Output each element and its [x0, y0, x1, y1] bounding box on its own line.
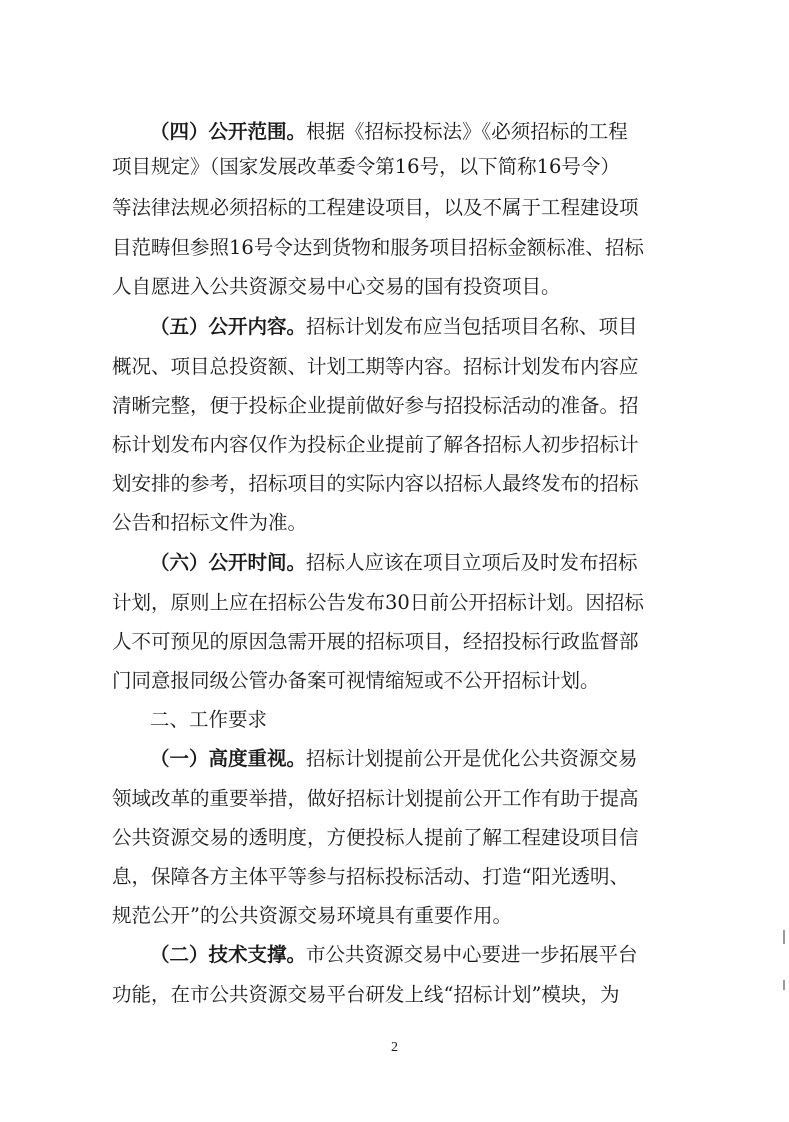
line-text: 功能，在市公共资源交易平台研发上线“招标计划”模块，为	[112, 983, 620, 1006]
text-line	[150, 541, 702, 585]
text-line	[112, 894, 702, 938]
line-text: 规范公开”的公共资源交易环境具有重要作用。	[112, 904, 512, 927]
line-text: 领域改革的重要举措，做好招标计划提前公开工作有助于提高	[112, 787, 639, 810]
text-line	[112, 855, 702, 899]
line-text: 清晰完整，便于投标企业提前做好参与招投标活动的准备。招	[112, 394, 639, 417]
text-line	[112, 423, 702, 467]
scan-edge-mark	[783, 980, 785, 990]
line-text: 等法律法规必须招标的工程建设项目，以及不属于工程建设项	[112, 196, 639, 219]
line-text: 目范畴但参照16号令达到货物和服务项目招标金额标准、招标	[112, 236, 644, 259]
text-line	[112, 145, 702, 189]
line-text: 门同意报同级公管办备案可视情缩短或不公开招标计划。	[112, 669, 600, 692]
line-text: 标计划发布内容仅作为投标企业提前了解各招标人初步招标计	[112, 433, 639, 456]
section-heading: （六）公开时间。	[150, 551, 307, 574]
text-line	[112, 186, 702, 230]
line-text: 人不可预见的原因急需开展的招标项目，经招投标行政监督部	[112, 630, 639, 653]
section-heading: （一）高度重视。	[150, 747, 307, 770]
line-text: 二、工作要求	[150, 708, 268, 731]
section-heading: （五）公开内容。	[150, 315, 307, 338]
text-line	[112, 384, 702, 428]
line-text: 招标人应该在项目立项后及时发布招标	[306, 551, 638, 574]
text-line	[112, 581, 702, 625]
text-line	[112, 620, 702, 664]
text-line	[112, 816, 702, 860]
line-text: 公告和招标文件为准。	[112, 511, 308, 534]
text-line	[112, 777, 702, 821]
line-text: 计划，原则上应在招标公告发布30日前公开招标计划。因招标	[112, 591, 644, 614]
scan-edge-mark	[783, 930, 785, 944]
section-heading: （二）技术支撑。	[150, 943, 307, 966]
line-text: 人自愿进入公共资源交易中心交易的国有投资项目。	[112, 275, 561, 298]
line-text: 公共资源交易的透明度，方便投标人提前了解工程建设项目信	[112, 826, 639, 849]
line-text: 招标计划发布应当包括项目名称、项目	[306, 315, 638, 338]
text-line	[112, 345, 702, 389]
text-line	[112, 973, 702, 1017]
page-number: 2	[391, 1040, 398, 1055]
line-text: 息，保障各方主体平等参与招标投标活动、打造“阳光透明、	[112, 865, 629, 888]
line-text: 招标计划提前公开是优化公共资源交易	[306, 747, 638, 770]
line-text: 市公共资源交易中心要进一步拓展平台	[306, 943, 638, 966]
text-line	[112, 226, 702, 270]
text-line	[112, 659, 702, 703]
line-text: 根据《招标投标法》《必须招标的工程	[306, 120, 628, 143]
text-line	[150, 737, 702, 781]
text-line	[112, 265, 702, 309]
section-title	[150, 698, 702, 742]
text-line	[112, 501, 702, 545]
text-line	[150, 305, 702, 349]
text-line	[150, 933, 702, 977]
section-heading: （四）公开范围。	[150, 120, 307, 143]
line-text: 项目规定》（国家发展改革委令第16号，以下简称16号令）	[112, 155, 620, 178]
line-text: 概况、项目总投资额、计划工期等内容。招标计划发布内容应	[112, 355, 639, 378]
line-text: 划安排的参考，招标项目的实际内容以招标人最终发布的招标	[112, 472, 639, 495]
text-line	[112, 462, 702, 506]
